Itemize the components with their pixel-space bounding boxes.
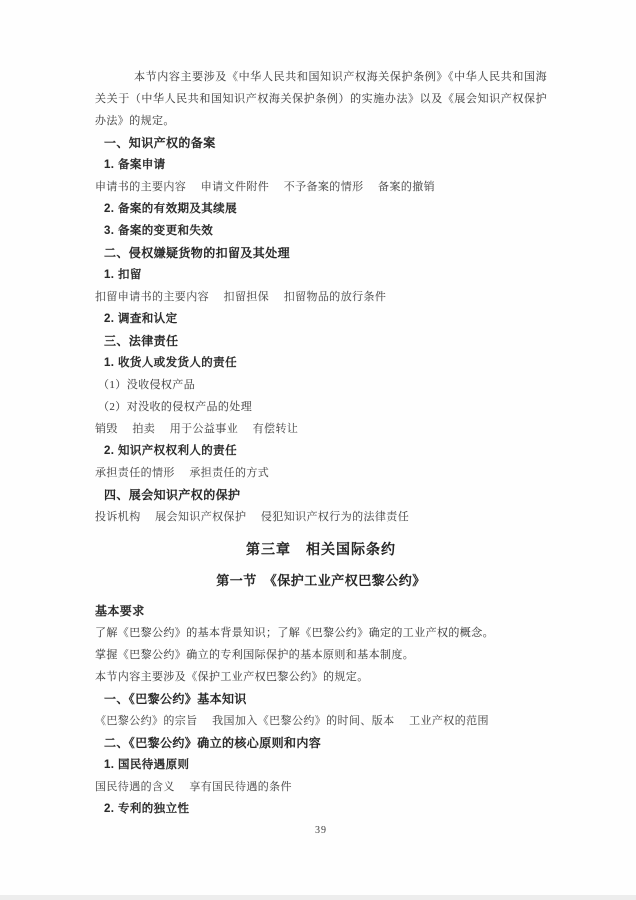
heading-legal-liability: 三、法律责任 [104, 334, 179, 348]
keywords-rightholder-liability: 承担责任的情形 承担责任的方式 [95, 467, 270, 479]
scope-note: 本节内容主要涉及《保护工业产权巴黎公约》的规定。 [95, 671, 369, 683]
subheading-rightholder-liability: 2. 知识产权权利人的责任 [104, 445, 237, 457]
basic-requirements-label: 基本要求 [95, 604, 145, 618]
subheading-patent-independence: 2. 专利的独立性 [104, 803, 190, 815]
keywords-filing-application: 申请书的主要内容 申请文件附件 不予备案的情形 备案的撤销 [95, 181, 436, 193]
heading-exhibition-ip: 四、展会知识产权的保护 [104, 488, 241, 502]
item-confiscation: （1）没收侵权产品 [98, 379, 196, 391]
keywords-detention: 扣留申请书的主要内容 扣留担保 扣留物品的放行条件 [95, 291, 387, 303]
heading-paris-core-principles: 二、《巴黎公约》确立的核心原则和内容 [104, 736, 322, 750]
intro-paragraph: 本节内容主要涉及《中华人民共和国知识产权海关保护条例》《中华人民共和国海关关于（中华人民共和国知识产权海关保护条例）的实施办法》以及《展会知识产权保护办法》的规定。 [95, 71, 547, 127]
page-number: 39 [315, 825, 327, 836]
subheading-investigation: 2. 调查和认定 [104, 313, 178, 325]
page-content [95, 66, 547, 842]
subheading-filing-validity: 2. 备案的有效期及其续展 [104, 203, 237, 215]
requirement-2: 掌握《巴黎公约》确立的专利国际保护的基本原则和基本制度。 [95, 649, 415, 661]
subheading-filing-change: 3. 备案的变更和失效 [104, 225, 214, 237]
subheading-detention: 1. 扣留 [104, 269, 142, 281]
keywords-national-treatment: 国民待遇的含义 享有国民待遇的条件 [95, 781, 292, 793]
chapter-title: 第三章 相关国际条约 [246, 541, 396, 557]
subheading-national-treatment: 1. 国民待遇原则 [104, 759, 190, 771]
heading-detention-goods: 二、侵权嫌疑货物的扣留及其处理 [104, 246, 291, 260]
scan-edge [0, 895, 636, 900]
heading-ip-filing: 一、知识产权的备案 [104, 136, 216, 150]
item-disposal: （2）对没收的侵权产品的处理 [98, 401, 253, 413]
requirement-1: 了解《巴黎公约》的基本背景知识；了解《巴黎公约》确定的工业产权的概念。 [95, 627, 494, 639]
subheading-consignee-liability: 1. 收货人或发货人的责任 [104, 357, 237, 369]
subheading-filing-application: 1. 备案申请 [104, 159, 166, 171]
heading-paris-basics: 一、《巴黎公约》基本知识 [104, 692, 247, 706]
keywords-paris-basics: 《巴黎公约》的宗旨 我国加入《巴黎公约》的时间、版本 工业产权的范围 [95, 715, 489, 727]
keywords-exhibition-ip: 投诉机构 展会知识产权保护 侵犯知识产权行为的法律责任 [95, 511, 410, 523]
section-title: 第一节 《保护工业产权巴黎公约》 [216, 573, 426, 588]
keywords-disposal: 销毁 拍卖 用于公益事业 有偿转让 [95, 423, 299, 435]
